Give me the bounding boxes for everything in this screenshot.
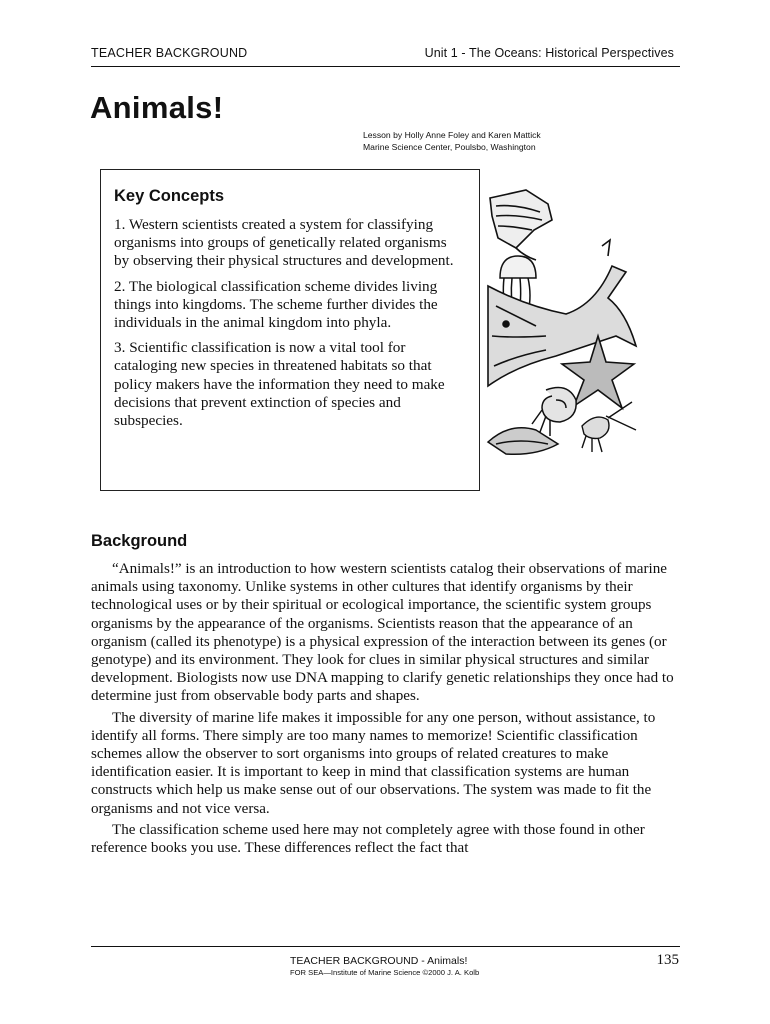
- page-title: Animals!: [90, 90, 224, 125]
- body-paragraph: The classification scheme used here may not completely agree with those found in other reference books you use. These differences reflect the fact that: [91, 821, 645, 857]
- credit-institution: Marine Science Center, Poulsbo, Washington: [363, 142, 536, 152]
- key-concepts-list: [114, 216, 459, 437]
- marine-animals-illustration: [486, 186, 638, 458]
- page-number: 135: [656, 952, 679, 968]
- key-concepts-heading: Key Concepts: [114, 187, 225, 205]
- background-body: [91, 560, 683, 860]
- key-concept-item: 1. Western scientists created a system for classifying organisms into groups of genetically related organisms by observing their physical structures and development.: [114, 216, 454, 270]
- background-heading: Background: [91, 532, 188, 550]
- body-paragraph: The diversity of marine life makes it impossible for any one person, without assistance, to identify all forms. There simply are too many names to memorize! Scientific classification schemes allow the observer to sort organisms into groups of related creatures to make identification easier. It is important to keep in mind that classification systems are human constructs which help us make sense out of our observations. The system was made to fit the organisms and not vice versa.: [91, 709, 656, 817]
- body-paragraph: “Animals!” is an introduction to how western scientists catalog their observations of marine animals using taxonomy. Unlike systems in other cultures that identify organisms by their technological uses or by their spiritual or ecological importance, the scientific system groups organisms by the appearance of the organisms. Scientists reason that the appearance of an organism (called its phenotype) is a physical expression of the interaction between its genes (or genotype) and its environment. They look for clues in similar physical structures and similar development. Biologists now use DNA mapping to clarify genetic relationships they once had to determine just from observable body parts and shapes.: [91, 561, 674, 705]
- footer-title: TEACHER BACKGROUND - Animals!: [290, 955, 468, 967]
- lesson-credit: [363, 129, 541, 153]
- header-rule: [91, 66, 680, 67]
- key-concept-item: 3. Scientific classification is now a vital tool for cataloging new species in threatened habitats so that policy makers have the information they need to make decisions that prevent extinction of species and subspecies.: [114, 339, 445, 430]
- running-header-right: Unit 1 - The Oceans: Historical Perspectives: [424, 46, 674, 60]
- footer-rule: [91, 946, 680, 947]
- nautilus-drawing: [532, 388, 576, 436]
- running-header-left: TEACHER BACKGROUND: [91, 46, 248, 60]
- skate-drawing: [490, 190, 552, 260]
- key-concept-item: 2. The biological classification scheme divides living things into kingdoms. The scheme further divides the individuals in the animal kingdom into phyla.: [114, 277, 438, 332]
- shrimp-drawing: [582, 402, 636, 452]
- footer-copyright: FOR SEA—Institute of Marine Science ©2000 J. A. Kolb: [290, 968, 480, 977]
- key-concepts-box: [100, 169, 480, 491]
- credit-authors: Lesson by Holly Anne Foley and Karen Mattick: [363, 130, 541, 140]
- flatfish-drawing: [488, 428, 558, 455]
